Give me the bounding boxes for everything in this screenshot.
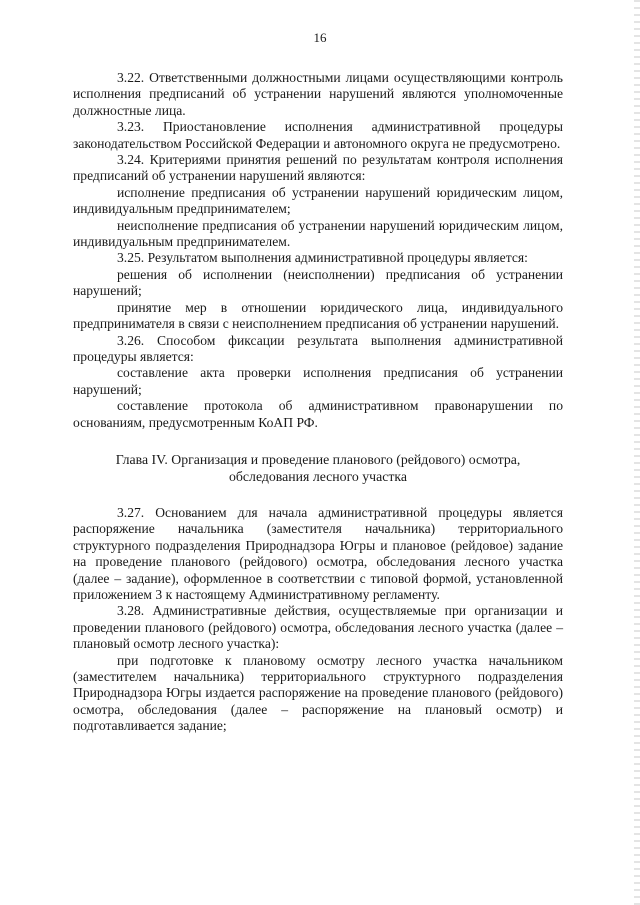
paragraph-3-22: 3.22. Ответственными должностными лицами осуществляющими контроль исполнения предписаний об устранении нарушений являются уполномоченные должностные лица. [73, 70, 563, 118]
paragraph-3-27: 3.27. Основанием для начала административной процедуры является распоряжение начальника (заместителя начальника) территориального структурного подразделения Природнадзора Югры и плановое (рейдовое) задание на проведение планового (рейдового) осмотра, обследования лесного участка (далее – задание), оформленное в соответствии с типовой формой, установленной приложением 3 к настоящему Административному регламенту. [73, 504, 563, 602]
paragraph-3-28-item-1: при подготовке к плановому осмотру лесного участка начальником (заместителем начальника) территориального структурного подразделения Природнадзора Югры издается распоряжение на проведение планового (рейдового) осмотра, обследования (далее – распоряжение на плановый осмотр) и подготавливается задание; [73, 652, 563, 734]
paragraph-3-25: 3.25. Результатом выполнения административной процедуры является: [117, 250, 528, 266]
paragraph-3-23: 3.23. Приостановление исполнения административной процедуры законодательством Российской Федерации и автономного округа не предусмотрено. [73, 119, 563, 151]
scan-edge-mark [634, 0, 640, 905]
paragraph-3-25-item-1: решения об исполнении (неисполнении) предписания об устранении нарушений; [73, 266, 563, 299]
paragraph-3-26-item-2: составление протокола об административном правонарушении по основаниям, предусмотренным КоАП РФ. [73, 398, 563, 430]
paragraph-3-24-item-1: исполнение предписания об устранении нарушений юридическим лицом, индивидуальным предпринимателем; [73, 184, 563, 217]
chapter-heading [73, 451, 563, 485]
chapter-heading-line-2: обследования лесного участка [229, 468, 407, 484]
document-body [73, 70, 563, 735]
paragraph-3-24-item-2: неисполнение предписания об устранении нарушений юридическим лицом, индивидуальным предпринимателем. [73, 217, 563, 250]
chapter-heading-line-1: Глава IV. Организация и проведение планового (рейдового) осмотра, [115, 451, 521, 467]
paragraph-3-24: 3.24. Критериями принятия решений по результатам контроля исполнения предписаний об устранении нарушений являются: [73, 152, 563, 184]
paragraph-3-26: 3.26. Способом фиксации результата выполнения административной процедуры является: [73, 332, 563, 364]
page-number: 16 [313, 30, 327, 45]
paragraph-3-28: 3.28. Административные действия, осуществляемые при организации и проведении планового (рейдового) осмотра, обследования лесного участка (далее – плановый осмотр лесного участка): [73, 603, 563, 652]
paragraph-3-26-item-1: составление акта проверки исполнения предписания об устранении нарушений; [73, 365, 563, 397]
paragraph-3-25-item-2: принятие мер в отношении юридического лица, индивидуального предпринимателя в связи с неисполнением предписания об устранении нарушений. [73, 299, 563, 332]
